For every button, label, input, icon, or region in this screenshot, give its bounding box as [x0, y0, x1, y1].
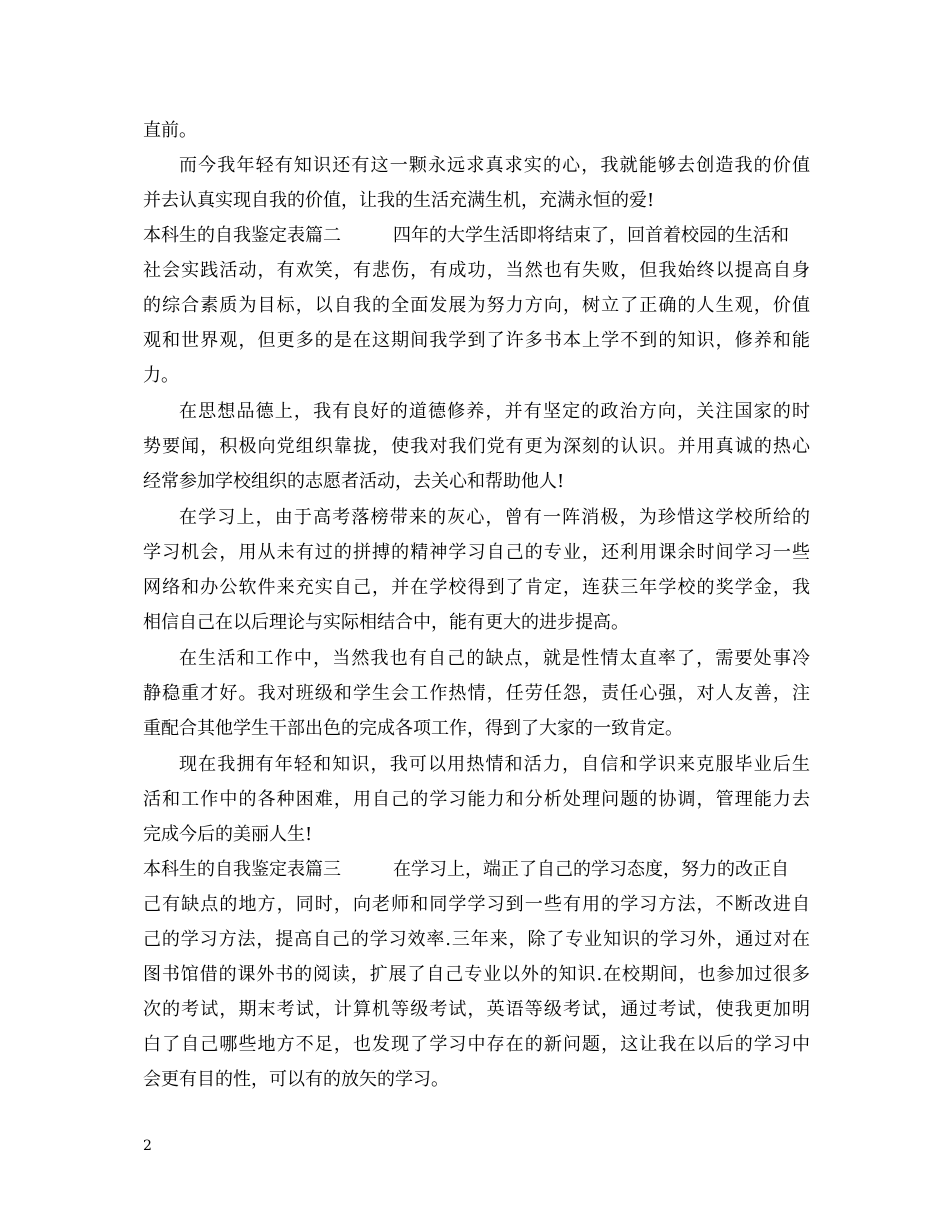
text-line: 在学习上，端正了自己的学习态度，努力的改正自 [393, 859, 789, 880]
text-line: 己有缺点的地方，同时，向老师和同学学习到一些有用的学习方法，不断改进自 [143, 894, 810, 915]
text-line: 力。 [143, 365, 179, 386]
text-line: 学习机会，用从未有过的拼搏的精神学习自己的专业，还利用课余时间学习一些 [143, 542, 810, 563]
text-line: 社会实践活动，有欢笑，有悲伤，有成功，当然也有失败，但我始终以提高自身 [143, 260, 810, 281]
text-line: 会更有目的性，可以有的放矢的学习。 [143, 1069, 449, 1090]
text-line: 在生活和工作中，当然我也有自己的缺点，就是性情太直率了，需要处事冷 [179, 648, 810, 669]
section-heading: 本科生的自我鉴定表篇三 [143, 859, 341, 880]
text-line: 在学习上，由于高考落榜带来的灰心，曾有一阵消极，为珍惜这学校所给的 [179, 507, 810, 528]
page-number: 2 [143, 1138, 152, 1154]
section-heading: 本科生的自我鉴定表篇二 [143, 225, 341, 246]
text-line: 四年的大学生活即将结束了，回首着校园的生活和 [393, 225, 789, 246]
text-line: 经常参加学校组织的志愿者活动，去关心和帮助他人! [143, 471, 565, 492]
text-line: 观和世界观，但更多的是在这期间我学到了许多书本上学不到的知识，修养和能 [143, 330, 810, 351]
section-heading-line [143, 853, 810, 887]
text-line: 在思想品德上，我有良好的道德修养，并有坚定的政治方向，关注国家的时 [179, 401, 810, 422]
text-line: 现在我拥有年轻和知识，我可以用热情和活力，自信和学识来克服毕业后生 [179, 754, 810, 775]
text-line: 网络和办公软件来充实自己，并在学校得到了肯定，连获三年学校的奖学金，我 [143, 577, 810, 598]
text-line: 而今我年轻有知识还有这一颗永远求真求实的心，我就能够去创造我的价值 [179, 155, 810, 176]
text-line: 直前。 [143, 120, 197, 141]
text-line: 重配合其他学生干部出色的完成各项工作，得到了大家的一致肯定。 [143, 718, 683, 739]
text-line: 相信自己在以后理论与实际相结合中，能有更大的进步提高。 [143, 612, 629, 633]
text-line: 完成今后的美丽人生! [143, 824, 313, 845]
section-heading-line [143, 219, 810, 253]
text-line: 次的考试，期末考试，计算机等级考试，英语等级考试，通过考试，使我更加明 [143, 999, 810, 1020]
text-line: 己的学习方法，提高自己的学习效率.三年来，除了专业知识的学习外，通过对在 [143, 929, 810, 950]
text-line: 静稳重才好。我对班级和学生会工作热情，任劳任怨，责任心强，对人友善，注 [143, 683, 810, 704]
text-line: 并去认真实现自我的价值，让我的生活充满生机，充满永恒的爱! [143, 190, 655, 211]
text-line: 势要闻，积极向党组织靠拢，使我对我们党有更为深刻的认识。并用真诚的热心 [143, 436, 810, 457]
text-line: 活和工作中的各种困难，用自己的学习能力和分析处理问题的协调，管理能力去 [143, 789, 810, 810]
text-line: 图书馆借的课外书的阅读，扩展了自己专业以外的知识.在校期间，也参加过很多 [143, 964, 810, 985]
text-line: 白了自己哪些地方不足，也发现了学习中存在的新问题，这让我在以后的学习中 [143, 1034, 810, 1055]
text-line: 的综合素质为目标，以自我的全面发展为努力方向，树立了正确的人生观，价值 [143, 295, 810, 316]
